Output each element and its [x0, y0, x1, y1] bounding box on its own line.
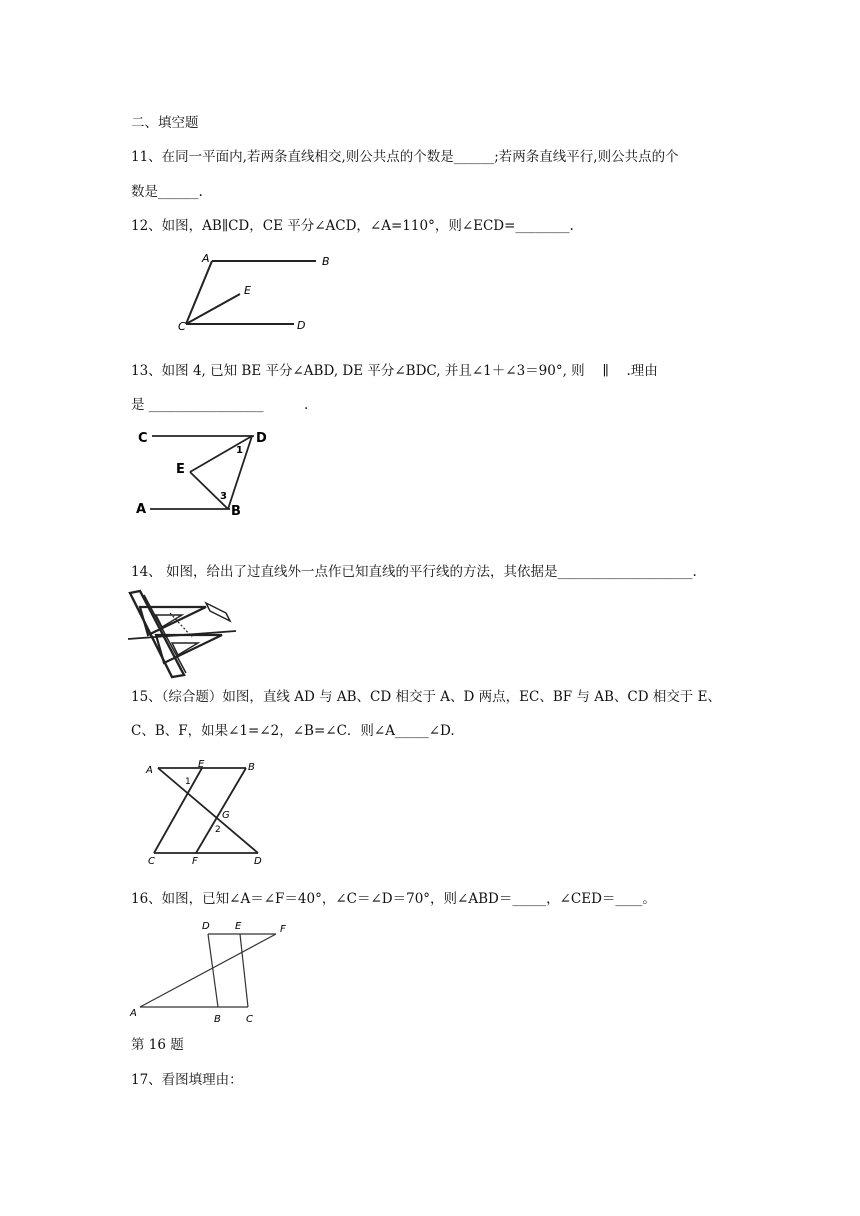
q11-line2: 数是______. — [131, 184, 203, 200]
q14-pencil-icon — [206, 603, 230, 621]
q15-label-e: E — [198, 759, 205, 770]
q16-line-ec — [240, 934, 248, 1007]
q16-label-a: A — [130, 1008, 137, 1019]
q16-text: 16、如图，已知∠A＝∠F＝40°，∠C＝∠D＝70°，则∠ABD＝_____，∠CED＝____。 — [131, 891, 656, 907]
q15-line-bf — [196, 768, 246, 853]
q12-line-ce — [186, 294, 240, 324]
q12-label-d: D — [297, 319, 306, 332]
q12-label-c: C — [178, 320, 186, 333]
q13-label-c: C — [138, 431, 148, 446]
q15-line2: C、B、F，如果∠1=∠2，∠B=∠C．则∠A_____∠D. — [131, 723, 455, 739]
q15-line-ad — [158, 768, 258, 853]
q16-label-c: C — [246, 1014, 253, 1025]
q12-label-b: B — [322, 255, 330, 268]
q16-label-f: F — [280, 924, 286, 935]
q13-label-d: D — [256, 431, 267, 446]
q13-figure — [130, 426, 280, 518]
q15-label-d: D — [254, 856, 262, 867]
q12-figure — [150, 248, 370, 348]
q15-label-a: A — [146, 765, 153, 776]
q13-label-b: B — [231, 504, 241, 518]
q15-label-c: C — [148, 856, 155, 867]
section-title: 二、填空题 — [131, 115, 199, 131]
q16-figure — [126, 918, 296, 1026]
q15-line-ec — [154, 768, 202, 853]
q15-label-f: F — [192, 856, 198, 867]
q13-line2: 是 _________________ . — [131, 397, 309, 413]
q15-label-g: G — [222, 810, 230, 821]
q12-label-a: A — [202, 252, 210, 265]
q15-figure — [140, 756, 280, 868]
q15-label-1: 1 — [185, 777, 191, 787]
q13-label-e: E — [176, 462, 185, 477]
q16-caption: 第 16 题 — [131, 1037, 184, 1053]
q16-line-af — [140, 934, 276, 1007]
q13-line1: 13、如图 4, 已知 BE 平分∠ABD, DE 平分∠BDC, 并且∠1＋∠3＝90°, 则 ∥ .理由 — [131, 363, 658, 379]
q13-label-a: A — [136, 502, 147, 517]
q13-label-3: 3 — [220, 491, 227, 502]
q13-label-1: 1 — [236, 445, 243, 456]
q14-figure — [126, 587, 238, 679]
q12-label-e: E — [244, 284, 251, 297]
q15-label-2: 2 — [215, 825, 221, 835]
q14-text: 14、 如图，给出了过直线外一点作已知直线的平行线的方法，其依据是____________________. — [131, 564, 697, 580]
q16-label-b: B — [214, 1014, 221, 1025]
q16-line-db — [208, 934, 218, 1007]
q17-text: 17、看图填理由： — [131, 1072, 243, 1088]
q15-label-b: B — [248, 762, 255, 773]
q12-text: 12、如图，AB∥CD，CE 平分∠ACD，∠A=110°，则∠ECD=________. — [131, 218, 574, 234]
q15-line1: 15、（综合题）如图，直线 AD 与 AB、CD 相交于 A、D 两点，EC、BF 与 AB、CD 相交于 E、 — [131, 689, 721, 705]
q16-label-e: E — [235, 921, 242, 932]
q11-line1: 11、在同一平面内,若两条直线相交,则公共点的个数是______;若两条直线平行,则公共点的个 — [131, 149, 679, 165]
q14-parallel-dotted-line — [170, 613, 192, 637]
q16-label-d: D — [202, 921, 210, 932]
q12-line-ac — [186, 261, 212, 324]
